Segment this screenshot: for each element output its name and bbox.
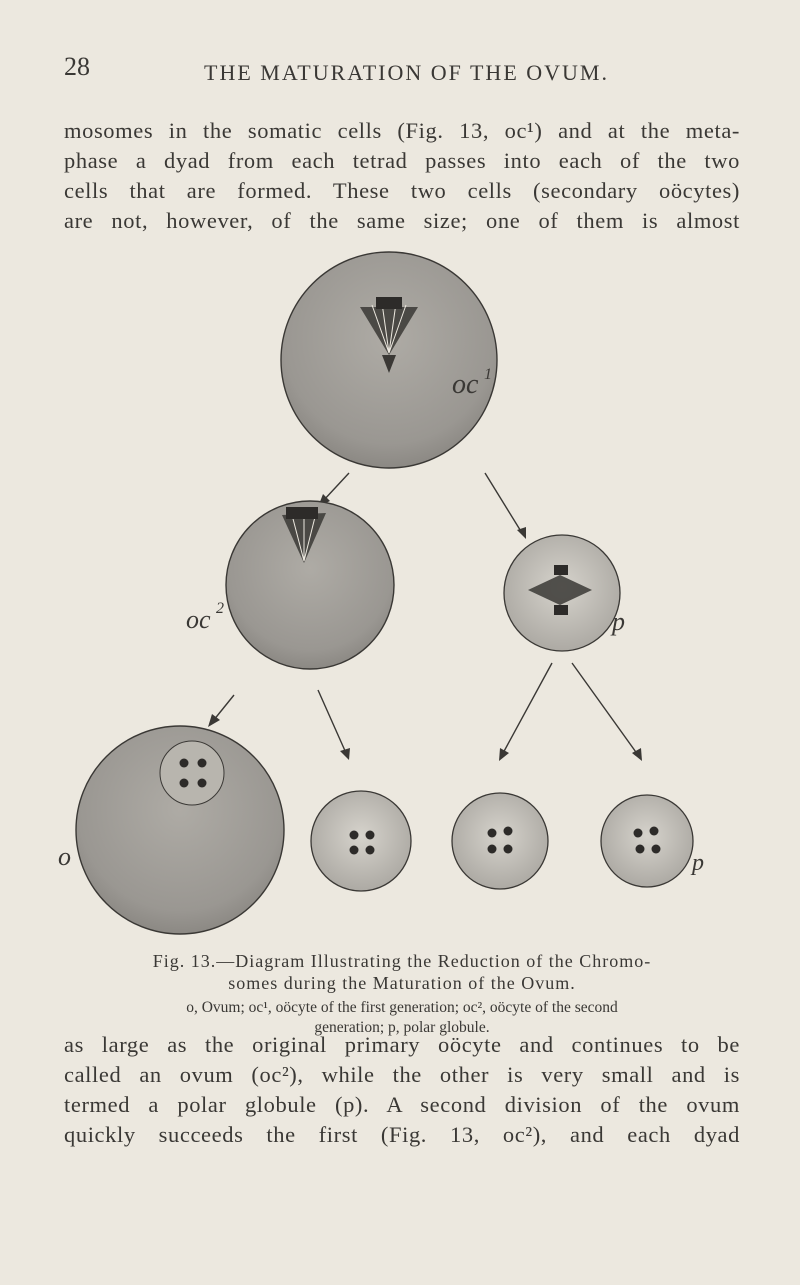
arrow-polar-right [572,663,638,755]
ovum-cell [76,726,284,934]
bottom-paragraph [64,1030,740,1150]
primary-oocyte-cell [281,252,497,468]
caption-fig-number: Fig. 13. [152,951,217,971]
running-head: THE MATURATION OF THE OVUM. [204,60,609,85]
text-line: termed a polar globule (p). A second division of the ovum [64,1092,740,1117]
first-polar-globule [504,535,620,651]
arrow-right-1 [485,473,522,533]
text-line: mosomes in the somatic cells (Fig. 13, oc¹) and at the meta- [64,118,740,143]
caption-title [64,950,740,994]
polar-division-cell-right [601,795,693,887]
caption-title-line-1: —Diagram Illustrating the Reduction of the Chromo- [216,951,652,971]
second-polar-globule [311,791,411,891]
top-paragraph [64,116,740,236]
text-line: as large as the original primary oöcyte and continues to be [64,1032,740,1057]
caption-legend-line-1: o, Ovum; oc¹, oöcyte of the first generation; oc², oöcyte of the second [186,999,618,1016]
page-number: 28 [64,52,90,81]
label-p-second: p [692,850,704,876]
label-oc1-sup: 1 [484,366,492,383]
caption-title-line-2: somes during the Maturation of the Ovum. [228,973,576,993]
maturation-diagram [60,245,760,955]
arrow-left-1 [323,473,349,501]
label-p-first: p [612,607,625,636]
arrowhead-icon [340,748,350,760]
label-o: o [58,842,71,871]
text-line: phase a dyad from each tetrad passes into each of the two [64,148,740,173]
label-oc2-sup: 2 [216,600,224,617]
text-line: cells that are formed. These two cells (secondary oöcytes) [64,178,740,203]
secondary-oocyte-cell [226,501,394,669]
text-line: are not, however, of the same size; one of them is almost [64,208,740,233]
arrow-polar-left [502,663,552,755]
arrow-right-2 [318,690,346,753]
text-line: quickly succeeds the first (Fig. 13, oc²), and each dyad [64,1122,740,1147]
text-line: called an ovum (oc²), while the other is very small and is [64,1062,740,1087]
arrowhead-icon [517,527,526,539]
arrow-left-2 [213,695,234,721]
figure-caption [64,950,740,1038]
label-oc1: oc [452,369,479,400]
arrowhead-icon [208,714,220,727]
arrowhead-icon [632,748,642,761]
polar-division-cell-left [452,793,548,889]
label-oc2: oc [186,605,211,634]
caption-legend-line-2: generation; p, polar globule. [314,1019,490,1036]
